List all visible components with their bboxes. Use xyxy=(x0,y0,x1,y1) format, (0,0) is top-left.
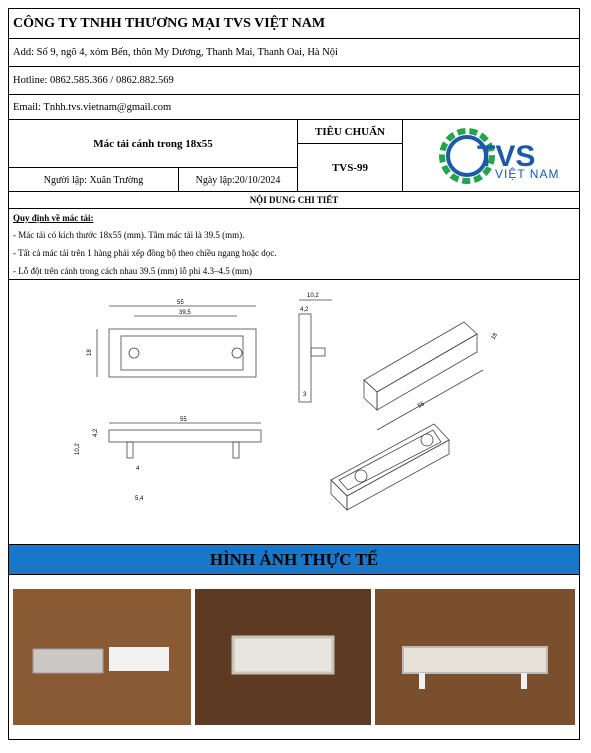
top-view xyxy=(97,306,256,377)
company-name: CÔNG TY TNHH THƯƠNG MẠI TVS VIỆT NAM xyxy=(9,9,579,39)
front-view xyxy=(109,423,261,458)
product-photo xyxy=(195,589,371,725)
title-block xyxy=(9,120,579,192)
iso-view-back xyxy=(364,322,483,430)
dim-height: 18 xyxy=(87,349,93,356)
logo-brand: TVS xyxy=(477,140,536,173)
product-name: Mác tải cánh trong 18x55 xyxy=(9,120,298,168)
spec-heading: Quy định về mác tải: xyxy=(13,213,94,223)
dim-hole-center: 39,5 xyxy=(179,310,191,316)
dim-side-depth: 4,2 xyxy=(300,307,309,313)
dim-front-width: 55 xyxy=(180,417,187,423)
dim-iso-h: 18 xyxy=(490,332,500,341)
spec-block xyxy=(9,209,579,280)
standard-label: TIÊU CHUẨN xyxy=(298,120,403,144)
dim-iso-w: 55 xyxy=(417,401,426,410)
spec-item: - Mác tải có kích thước 18x55 (mm). Tâm mác tải là 39.5 (mm). xyxy=(13,230,245,240)
dim-front-height: 10,2 xyxy=(75,443,81,455)
photo-gallery xyxy=(9,575,579,739)
photos-banner: HÌNH ẢNH THỰC TẾ xyxy=(9,545,579,575)
technical-drawing xyxy=(9,280,579,545)
standard-code: TVS-99 xyxy=(298,144,403,192)
iso-view-front xyxy=(331,424,449,510)
email: Email: Tnhh.tvs.vietnam@gmail.com xyxy=(9,95,579,120)
side-view xyxy=(299,300,332,402)
product-photo xyxy=(13,589,191,725)
created-date: Ngày lập:20/10/2024 xyxy=(179,168,298,192)
dim-pin-len: 4 xyxy=(136,466,140,472)
creator: Người lập: Xuân Trường xyxy=(9,168,179,192)
spec-item: - Tất cả mác tải trên 1 hàng phải xếp đồng bộ theo chiều ngang hoặc dọc. xyxy=(13,248,277,258)
spec-item: - Lỗ đột trên cánh trong cách nhau 39.5 (mm) lỗ phi 4.3–4.5 (mm) xyxy=(13,266,252,276)
section-title: NỘI DUNG CHI TIẾT xyxy=(9,192,579,209)
hotline: Hotline: 0862.585.366 / 0862.882.569 xyxy=(9,67,579,95)
tvs-logo xyxy=(403,120,579,192)
product-photo xyxy=(375,589,575,725)
spec-sheet xyxy=(8,8,580,740)
dim-side-pin: 3 xyxy=(303,392,307,398)
dim-top-width: 55 xyxy=(177,300,184,306)
dim-pin-total: 5,4 xyxy=(135,496,144,502)
logo-sub: VIỆT NAM xyxy=(495,167,560,181)
dim-side-width: 10,2 xyxy=(307,293,319,299)
dim-front-depth: 4,2 xyxy=(93,428,99,437)
address: Add: Số 9, ngõ 4, xóm Bến, thôn My Dương, Thanh Mai, Thanh Oai, Hà Nội xyxy=(9,39,579,67)
